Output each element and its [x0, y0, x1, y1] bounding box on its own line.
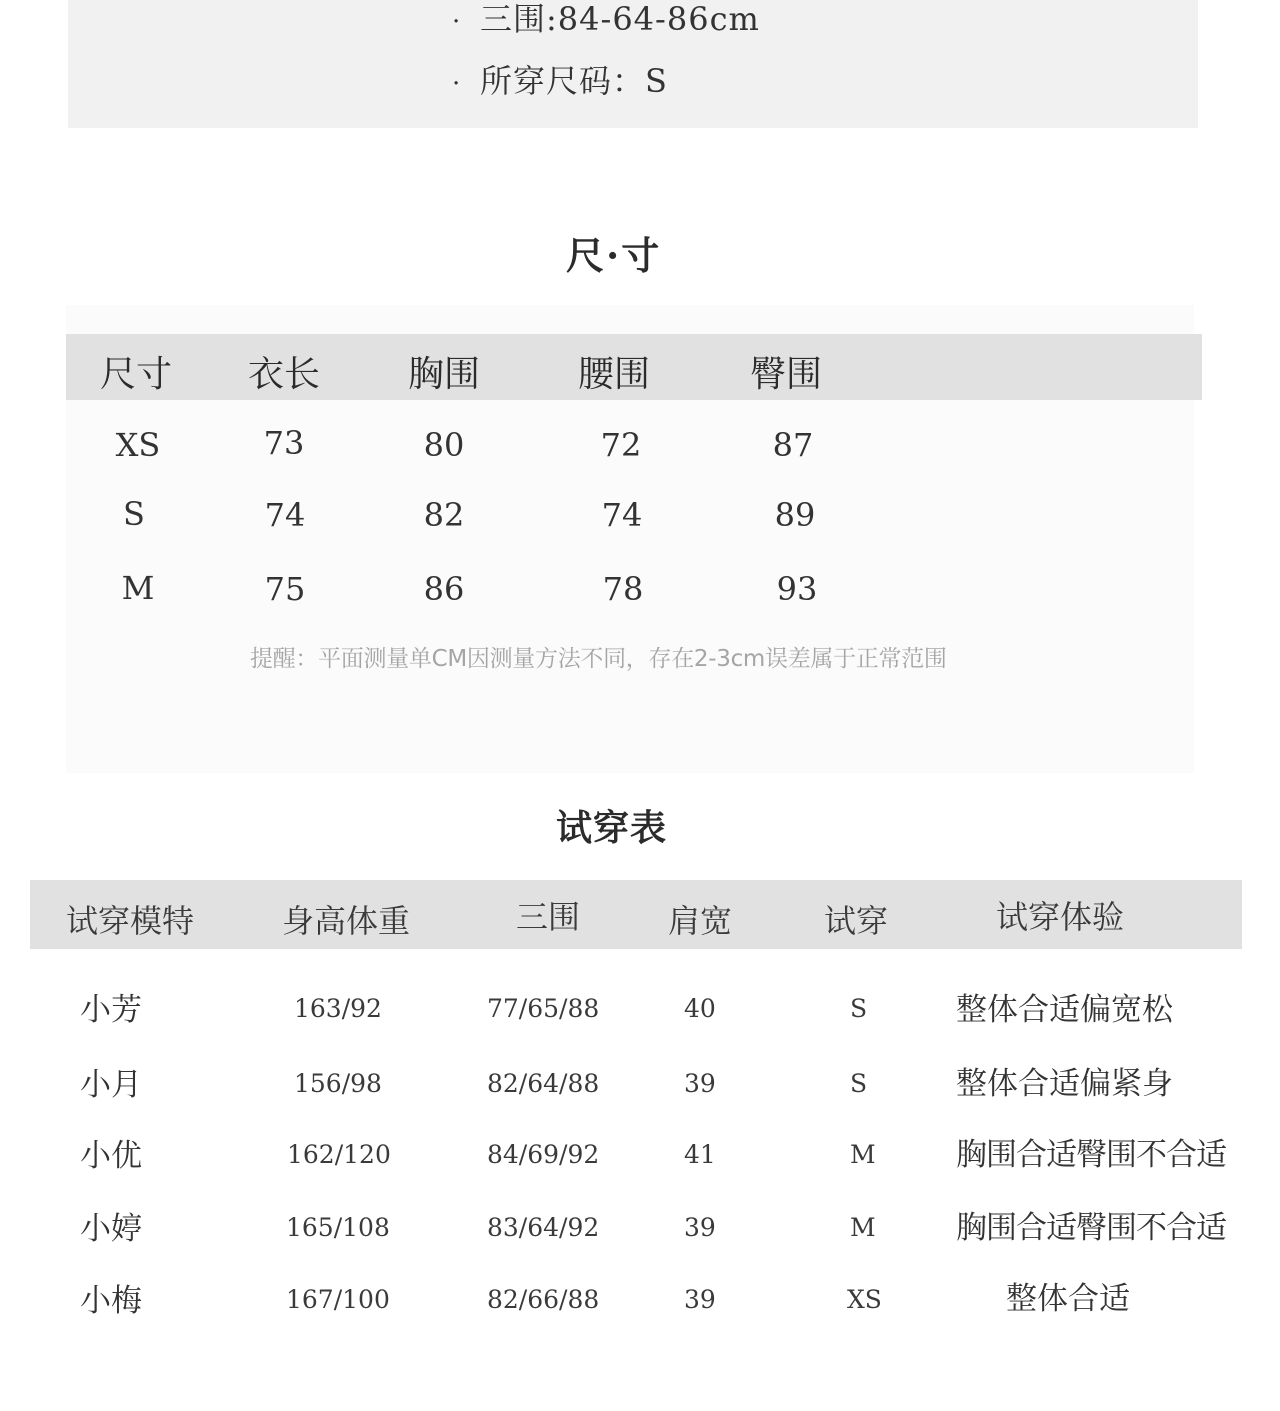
fit-cell-shoulder: 39: [684, 1069, 716, 1098]
size-cell: 78: [602, 570, 644, 608]
size-section-title: 尺·寸: [566, 233, 662, 278]
fit-cell-measurements: 84/69/92: [487, 1140, 600, 1169]
fit-cell-experience: 整体合适偏宽松: [956, 992, 1173, 1028]
fit-cell-size: M: [850, 1213, 876, 1242]
fit-cell-size: XS: [847, 1285, 882, 1314]
fit-cell-height-weight: 162/120: [287, 1140, 391, 1169]
fit-cell-size: S: [850, 1069, 868, 1098]
fit-cell-model: 小婷: [80, 1211, 142, 1247]
size-cell: M: [121, 569, 155, 607]
fit-cell-experience: 整体合适偏紧身: [956, 1066, 1173, 1102]
fit-header-shoulder: 肩宽: [668, 902, 733, 940]
fit-header-measurements: 三围: [516, 898, 581, 936]
fit-cell-measurements: 77/65/88: [487, 994, 600, 1023]
fit-cell-size: M: [850, 1140, 876, 1169]
size-header-bust: 胸围: [408, 354, 481, 395]
fit-cell-model: 小芳: [80, 992, 142, 1028]
fit-cell-experience: 胸围合适臀围不合适: [956, 1210, 1226, 1246]
fit-cell-height-weight: 165/108: [286, 1213, 390, 1242]
size-cell: 75: [264, 570, 306, 608]
bullet-icon: ·: [452, 69, 462, 99]
size-cell: 73: [263, 424, 305, 462]
size-cell: 93: [776, 570, 818, 608]
fit-cell-measurements: 82/64/88: [487, 1069, 600, 1098]
fit-cell-shoulder: 41: [684, 1140, 716, 1169]
size-cell: 74: [264, 496, 306, 534]
size-cell: 86: [423, 570, 465, 608]
size-cell: 80: [423, 426, 465, 464]
model-size-worn: [452, 56, 668, 102]
model-measurements-text: 三围:84-64-86cm: [480, 0, 760, 38]
fit-cell-measurements: 82/66/88: [487, 1285, 600, 1314]
fit-header-model: 试穿模特: [66, 902, 195, 940]
fit-cell-measurements: 83/64/92: [487, 1213, 600, 1242]
fit-cell-model: 小月: [80, 1067, 142, 1103]
model-measurements: [452, 0, 760, 40]
bullet-icon: ·: [452, 7, 462, 37]
fit-header-height-weight: 身高体重: [282, 902, 411, 940]
fit-cell-experience: 胸围合适臀围不合适: [956, 1137, 1226, 1173]
size-header-waist: 腰围: [578, 354, 651, 395]
size-header-length: 衣长: [248, 354, 321, 395]
fit-cell-experience: 整体合适: [1006, 1281, 1130, 1317]
fit-cell-model: 小梅: [80, 1283, 142, 1319]
size-cell: 82: [423, 496, 465, 534]
fit-cell-height-weight: 163/92: [294, 994, 382, 1023]
fit-cell-height-weight: 167/100: [286, 1285, 390, 1314]
size-cell: 72: [600, 426, 642, 464]
size-cell: 89: [774, 496, 816, 534]
fit-cell-shoulder: 40: [684, 994, 716, 1023]
size-cell: S: [123, 495, 145, 533]
measurement-note: 提醒：平面测量单CM因测量方法不同，存在2-3cm误差属于正常范围: [250, 646, 947, 672]
size-header-hip: 臀围: [750, 354, 823, 395]
size-cell: 74: [601, 496, 643, 534]
size-cell: 87: [772, 426, 814, 464]
fit-header-size-tried: 试穿: [824, 902, 889, 940]
fit-section-title: 试穿表: [556, 807, 668, 849]
model-size-worn-text: 所穿尺码：S: [480, 62, 668, 100]
fit-cell-size: S: [850, 994, 868, 1023]
fit-cell-shoulder: 39: [684, 1285, 716, 1314]
size-cell: XS: [115, 426, 161, 464]
fit-cell-model: 小优: [80, 1138, 142, 1174]
fit-cell-shoulder: 39: [684, 1213, 716, 1242]
fit-cell-height-weight: 156/98: [294, 1069, 382, 1098]
size-header-size: 尺寸: [100, 354, 173, 395]
fit-header-experience: 试穿体验: [996, 898, 1125, 936]
